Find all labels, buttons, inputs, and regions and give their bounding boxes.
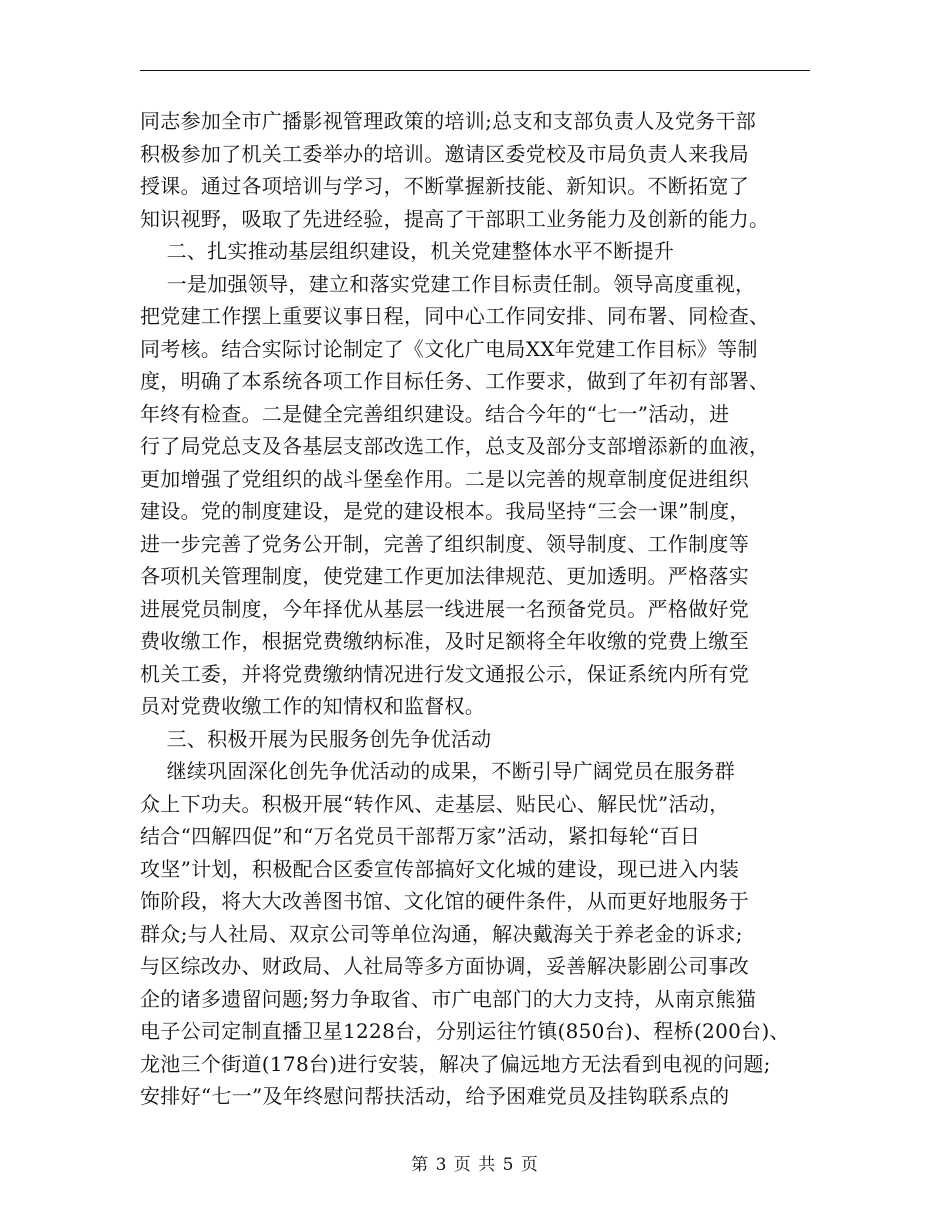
text-line: 三、积极开展为民服务创先争优活动 (140, 726, 492, 751)
text-line: 众上下功夫。积极开展“转作风、走基层、贴民心、解民忧”活动， (140, 791, 730, 816)
text-line: 更加增强了党组织的战斗堡垒作用。二是以完善的规章制度促进组织 (140, 466, 749, 491)
text-line: 一是加强领导，建立和落实党建工作目标责任制。领导高度重视， (140, 271, 756, 296)
text-line: 企的诸多遗留问题;努力争取省、市广电部门的大力支持，从南京熊猫 (140, 986, 757, 1011)
text-line: 同考核。结合实际讨论制定了《文化广电局XX年党建工作目标》等制 (140, 336, 758, 361)
text-line: 度，明确了本系统各项工作目标任务、工作要求，做到了年初有部署、 (140, 369, 770, 393)
text-line: 同志参加全市广播影视管理政策的培训;总支和支部负责人及党务干部 (140, 109, 757, 133)
text-line: 年终有检查。二是健全完善组织建设。结合今年的“七一”活动，进 (140, 401, 730, 426)
text-line: 结合“四解四促”和“万名党员干部帮万家”活动，紧扣每轮“百日 (140, 824, 701, 848)
header-rule (140, 70, 810, 71)
text-line: 知识视野，吸取了先进经验，提高了干部职工业务能力及创新的能力。 (140, 206, 770, 231)
text-line: 员对党费收缴工作的知情权和监督权。 (140, 694, 486, 718)
text-line: 机关工委，并将党费缴纳情况进行发文通报公示，保证系统内所有党 (140, 661, 749, 686)
text-line: 饰阶段，将大大改善图书馆、文化馆的硬件条件，从而更好地服务于 (140, 889, 749, 913)
text-line: 龙池三个街道(178台)进行安装，解决了偏远地方无法看到电视的问题; (140, 1051, 771, 1076)
text-line: 积极参加了机关工委举办的培训。邀请区委党校及市局负责人来我局 (140, 141, 749, 166)
text-line: 把党建工作摆上重要议事日程，同中心工作同安排、同布署、同检查、 (140, 304, 770, 328)
text-line: 安排好“七一”及年终慰问帮扶活动，给予困难党员及挂钩联系点的 (140, 1084, 730, 1108)
text-line: 费收缴工作，根据党费缴纳标准，及时足额将全年收缴的党费上缴至 (140, 629, 749, 653)
text-line: 各项机关管理制度，使党建工作更加法律规范、更加透明。严格落实 (140, 564, 749, 588)
text-line: 进一步完善了党务公开制，完善了组织制度、领导制度、工作制度等 (140, 531, 749, 556)
document-body (140, 105, 830, 1113)
text-line: 与区综改办、财政局、人社局等多方面协调，妥善解决影剧公司事改 (140, 954, 749, 978)
page-footer: 第 3 页 共 5 页 (411, 1155, 539, 1175)
text-line: 二、扎实推动基层组织建设，机关党建整体水平不断提升 (140, 239, 675, 263)
text-line: 继续巩固深化创先争优活动的成果，不断引导广阔党员在服务群 (140, 759, 736, 783)
text-line: 群众;与人社局、双京公司等单位沟通，解决戴海关于养老金的诉求; (140, 921, 743, 946)
text-line: 授课。通过各项培训与学习，不断掌握新技能、新知识。不断拓宽了 (140, 174, 749, 198)
text-line: 建设。党的制度建设，是党的建设根本。我局坚持“三会一课”制度， (140, 499, 750, 523)
text-line: 行了局党总支及各基层支部改选工作，总支及部分支部增添新的血液， (140, 434, 770, 458)
text-line: 攻坚”计划，积极配合区委宣传部搞好文化城的建设，现已进入内装 (140, 856, 740, 881)
text-line: 电子公司定制直播卫星1228台，分别运往竹镇(850台)、程桥(200台)、 (140, 1019, 790, 1043)
text-line: 进展党员制度，今年择优从基层一线进展一名预备党员。严格做好党 (140, 596, 749, 621)
